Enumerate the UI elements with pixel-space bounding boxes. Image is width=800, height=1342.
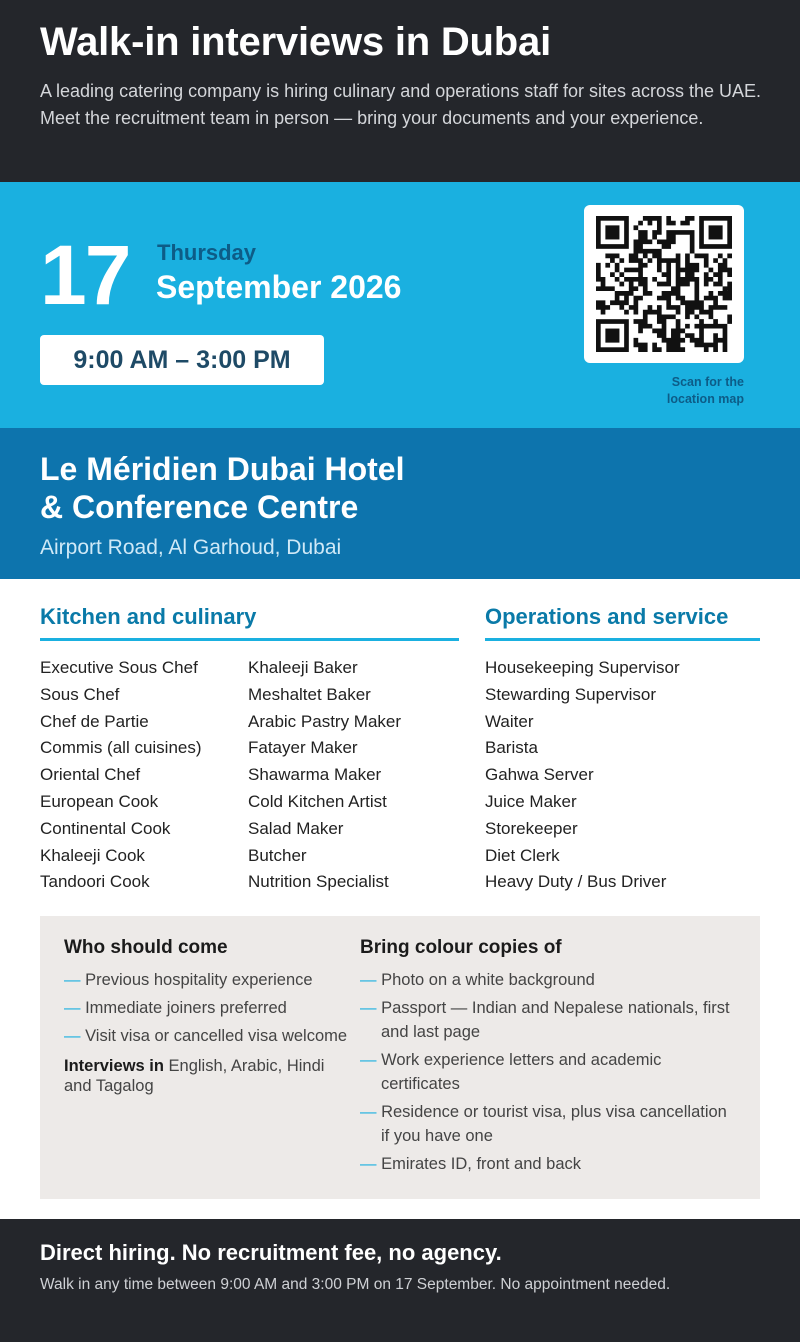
role-item: Khaleeji Baker xyxy=(248,658,358,677)
role-item: Storekeeper xyxy=(485,818,578,838)
role-item: Stewarding Supervisor xyxy=(485,684,657,704)
operations-section-rule xyxy=(485,638,760,641)
dash-icon: — xyxy=(64,971,86,989)
role-item: Salad Maker xyxy=(248,818,344,838)
bring-item: — Work experience letters and academic certificates xyxy=(360,1051,662,1093)
role-item: European Cook xyxy=(40,791,159,811)
role-item: Oriental Chef xyxy=(40,765,141,785)
role-item: Khaleeji Cook xyxy=(40,845,145,865)
role-item: Gahwa Server xyxy=(485,765,594,785)
qr-caption: Scan for the location map xyxy=(666,375,744,406)
bring-list xyxy=(360,968,730,1176)
role-item: Housekeeping Supervisor xyxy=(485,658,680,677)
who-title: Who should come xyxy=(64,937,228,958)
event-weekday: Thursday xyxy=(157,240,257,265)
role-item: Chef de Partie xyxy=(40,711,149,731)
role-item: Tandoori Cook xyxy=(40,872,150,892)
bring-title: Bring colour copies of xyxy=(360,937,562,958)
role-item: Waiter xyxy=(485,711,534,731)
languages-label: Interviews in xyxy=(64,1057,164,1075)
role-item: Butcher xyxy=(248,845,307,865)
role-item: Meshaltet Baker xyxy=(248,684,371,704)
venue-band xyxy=(0,428,800,579)
role-item: Barista xyxy=(485,738,538,758)
bring-item: — Emirates ID, front and back xyxy=(360,1155,582,1173)
bring-item: — Passport — Indian and Nepalese nationals, first and last page xyxy=(360,999,730,1041)
dash-icon: — xyxy=(360,971,382,989)
operations-section-title: Operations and service xyxy=(485,604,729,629)
footer-banner xyxy=(0,1219,800,1342)
interview-languages xyxy=(64,1056,349,1096)
documents-to-bring xyxy=(360,936,730,1180)
kitchen-section-title: Kitchen and culinary xyxy=(40,604,257,629)
dash-icon: — xyxy=(360,999,382,1017)
footer-headline: Direct hiring. No recruitment fee, no agency. xyxy=(40,1240,502,1265)
kitchen-roles-column-1 xyxy=(40,655,202,896)
dash-icon: — xyxy=(360,1051,382,1069)
role-item: Executive Sous Chef xyxy=(40,658,198,677)
who-item: — Visit visa or cancelled visa welcome xyxy=(64,1027,348,1045)
dash-icon: — xyxy=(64,1027,86,1045)
venue-name-line1: Le Méridien Dubai Hotel xyxy=(40,451,405,487)
footer-note: Walk in any time between 9:00 AM and 3:00 PM on 17 September. No appointment needed. xyxy=(40,1276,671,1293)
event-time: 9:00 AM – 3:00 PM xyxy=(73,346,291,374)
role-item: Commis (all cuisines) xyxy=(40,738,202,758)
venue-address: Airport Road, Al Garhoud, Dubai xyxy=(40,536,342,559)
dash-icon: — xyxy=(64,999,86,1017)
role-item: Fatayer Maker xyxy=(248,738,358,758)
role-item: Sous Chef xyxy=(40,684,120,704)
time-badge xyxy=(40,335,324,385)
role-item: Arabic Pastry Maker xyxy=(248,711,402,731)
role-item: Continental Cook xyxy=(40,818,171,838)
languages-list: English, Arabic, Hindi and Tagalog xyxy=(64,1057,325,1095)
operations-roles-column xyxy=(485,655,680,896)
role-item: Heavy Duty / Bus Driver xyxy=(485,872,667,892)
qr-code-icon[interactable] xyxy=(596,216,732,352)
intro-text: A leading catering company is hiring culinary and operations staff for sites across the UAE. Meet the recruitment team in person — bring your documents and your experience. xyxy=(40,81,762,128)
role-item: Cold Kitchen Artist xyxy=(248,791,387,811)
dash-icon: — xyxy=(360,1103,382,1121)
who-item: — Previous hospitality experience xyxy=(64,971,313,989)
who-should-come xyxy=(64,936,349,1096)
kitchen-section-rule xyxy=(40,638,459,641)
who-list xyxy=(64,968,349,1048)
kitchen-roles-column-2 xyxy=(248,655,401,896)
event-month-year: September 2026 xyxy=(156,269,402,305)
event-day: 17 xyxy=(40,228,130,322)
bring-item: — Photo on a white background xyxy=(360,971,595,989)
role-item: Nutrition Specialist xyxy=(248,872,389,892)
requirements-panel xyxy=(40,916,760,1199)
role-item: Diet Clerk xyxy=(485,845,560,865)
page-title: Walk-in interviews in Dubai xyxy=(40,20,551,64)
dash-icon: — xyxy=(360,1155,382,1173)
role-item: Shawarma Maker xyxy=(248,765,382,785)
who-item: — Immediate joiners preferred xyxy=(64,999,287,1017)
venue-name-line2: & Conference Centre xyxy=(40,489,359,525)
venue-name xyxy=(40,450,760,526)
qr-card[interactable] xyxy=(584,205,744,363)
bring-item: — Residence or tourist visa, plus visa cancellation if you have one xyxy=(360,1103,727,1145)
header-banner xyxy=(0,0,800,182)
role-item: Juice Maker xyxy=(485,791,577,811)
